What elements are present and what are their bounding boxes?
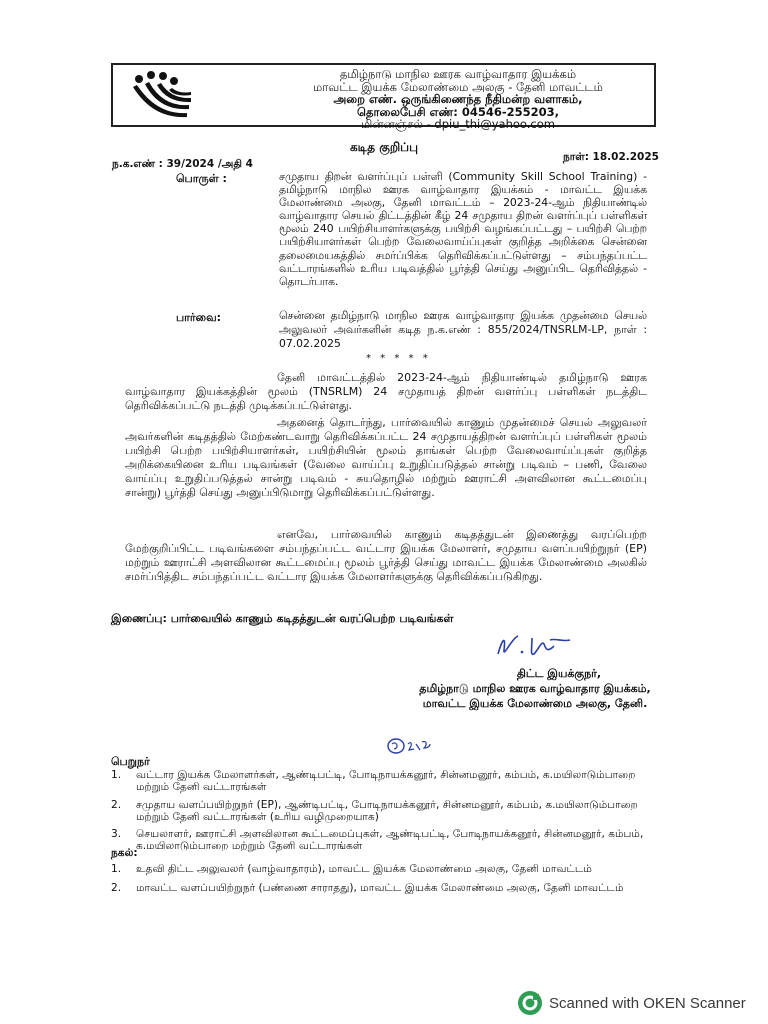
letterhead-line-2: மாவட்ட இயக்க மேலாண்மை அலகு - தேனி மாவட்டம் xyxy=(313,79,603,94)
recipients-list xyxy=(111,769,671,858)
list-item-text: செயலாளர், ஊராட்சி அளவிலான கூட்டமைப்புகள், ஆண்டிபட்டி, போடிநாயக்கனூர், சின்னமனூர், கம்பம், க.மயிலாடும்பாறை மற்றும் தேனி வட்டாரங்கள் xyxy=(136,828,644,853)
letterhead-line-1: தமிழ்நாடு மாநில ஊரக வாழ்வாதார இயக்கம் xyxy=(339,67,577,81)
reference-number: ந.க.எண் : 39/2024 /அதி 4 xyxy=(112,158,253,170)
list-item-text: சமுதாய வளப்பயிற்றுநர் (EP), ஆண்டிபட்டி, போடிநாயக்கனூர், சின்னமனூர், கம்பம், க.மயிலாடும்பாறை மற்றும் தேனி வட்டாரங்கள் (உரிய வழிமுறையாக) xyxy=(136,798,638,823)
oken-scanner-logo-icon xyxy=(517,990,543,1016)
copy-list xyxy=(111,862,671,900)
letterhead-email: மின்னஞ்சல் - dpiu_thi@yahoo.com xyxy=(361,117,555,131)
list-item xyxy=(111,799,671,824)
letterhead-line-3: அறை எண். ஒருங்கிணைந்த நீதிமன்ற வளாகம், xyxy=(333,92,583,106)
list-item xyxy=(111,828,671,853)
paragraph-1: தேனி மாவட்டத்தில் 2023-24-ஆம் நிதியாண்டில் தமிழ்நாடு ஊரக வாழ்வாதார இயக்கத்தின் மூலம் (TNSRLM) 24 சமுதாயத் திறன் வளர்ப்பு பள்ளிகள் நடத்திட தெரிவிக்கப்பட்டு நடத்தி முடிக்கப்பட்டுள்ளது. xyxy=(125,371,647,412)
letterhead xyxy=(111,63,656,131)
copy-heading: நகல்: xyxy=(111,847,138,859)
signatory-office: மாவட்ட இயக்க மேலாண்மை அலகு, தேனி. xyxy=(422,697,648,710)
attachment-note: இணைப்பு: பார்வையில் காணும் கடிதத்துடன் வரப்பெற்ற படிவங்கள் xyxy=(111,612,454,625)
list-item xyxy=(111,769,671,794)
scanner-watermark xyxy=(517,990,746,1016)
recipients-heading: பெறுநர் xyxy=(111,755,150,768)
letter-date: நாள்: 18.02.2025 xyxy=(563,151,659,163)
list-item-text: உதவி திட்ட அலுவலர் (வாழ்வாதாரம்), மாவட்ட இயக்க மேலாண்மை அலகு, தேனி மாவட்டம் xyxy=(136,863,592,875)
list-item-number: 1. xyxy=(111,769,122,781)
list-item-number: 1. xyxy=(111,863,122,875)
signatory-organization: தமிழ்நாடு மாநில ஊரக வாழ்வாதார இயக்கம், xyxy=(419,682,651,695)
list-item-text: வட்டார இயக்க மேலாளர்கள், ஆண்டிபட்டி, போடிநாயக்கனூர், சின்னமனூர், கம்பம், க.மயிலாடும்பாறை மற்றும் தேனி வட்டாரங்கள் xyxy=(136,769,636,794)
list-item-number: 3. xyxy=(111,828,122,841)
signatory-designation: திட்ட இயக்குநர், xyxy=(516,667,602,680)
list-item xyxy=(111,862,671,876)
list-item xyxy=(111,881,671,895)
reference-text: சென்னை தமிழ்நாடு மாநில ஊரக வாழ்வாதார இயக்க முதன்மை செயல் அலுவலர் அவர்களின் கடித ந.க.எண் : 855/2024/TNSRLM-LP, நாள் : 07.02.2025 xyxy=(279,309,647,350)
handwritten-signature xyxy=(492,628,582,664)
scanner-label: Scanned with OKEN Scanner xyxy=(549,994,746,1012)
paragraph-2: அதனைத் தொடர்ந்து, பார்வையில் காணும் முதன்மைச் செயல் அலுவலர் அவர்களின் கடிதத்தில் மேற்கண்டவாறு தெரிவிக்கப்பட்ட 24 சமுதாயத்திறன் வளர்ப்புப் பள்ளிகள் மூலம் பயிற்சி பெற்ற பயிற்சியாளர்கள், பயிற்சியின் மூலம் தாங்கள் பெற்ற வேலைவாய்ப்புகள் குறித்த அறிக்கையினை உரிய படிவங்கள் (வேலை வாய்ப்பு உறுதிப்படுத்தல் சான்று படிவம் – பணி, வேலை வாய்ப்பு உறுதிப்படுத்தல் சான்று படிவம் - சுயதொழில் மற்றும் ஊராட்சி அளவிலான கூட்டமைப்பு சான்று) பூர்த்தி செய்து அனுப்பிடுமாறு தெரிவிக்கப்பட்டுள்ளது. xyxy=(125,416,647,499)
separator-stars: * * * * * xyxy=(366,353,431,364)
list-item-number: 2. xyxy=(111,882,122,894)
document-title: கடித குறிப்பு xyxy=(350,140,418,154)
reference-label: பார்வை: xyxy=(176,311,222,324)
handwritten-initials xyxy=(384,734,434,758)
signatory-block xyxy=(395,666,675,711)
tnsrlm-logo-icon xyxy=(117,67,195,123)
subject-text: சமுதாய திறன் வளர்ப்புப் பள்ளி (Community Skill School Training) - தமிழ்நாடு மாநில ஊரக வாழ்வாதார இயக்கம் - மாவட்ட இயக்க மேலாண்மை அலகு, தேனி மாவட்டம் – 2023-24-ஆம் நிதியாண்டில் வாழ்வாதார செயல் திட்டத்தின் கீழ் 24 சமுதாய திறன் வளர்ப்புப் பள்ளிகள் மூலம் 240 பயிற்சியாளர்களுக்கு பயிற்சி வழங்கப்பட்டது – பயிற்சி பெற்ற பயிற்சியாளர்கள் பெற்ற வேலைவாய்ப்புகள் குறித்த அறிக்கை சென்னை தலைமையகத்தில் சமர்ப்பிக்க தெரிவிக்கப்பட்டுள்ளது – சம்பந்தப்பட்ட வட்டாரங்களில் உரிய படிவத்தில் பூர்த்தி செய்து அனுப்பிட தெரிவித்தல் - தொடர்பாக. xyxy=(279,170,647,288)
list-item-number: 2. xyxy=(111,798,122,811)
letterhead-line-4: தொலைபேசி எண்: 04546-255203, xyxy=(357,104,559,119)
paragraph-3: எனவே, பார்வையில் காணும் கடிதத்துடன் இணைத்து வரப்பெற்ற மேற்குறிப்பிட்ட படிவங்களை சம்பந்தப்பட்ட வட்டார இயக்க மேலாளர், சமுதாய வளப்பயிற்றுநர் (EP) மற்றும் ஊராட்சி அளவிலான கூட்டமைப்பு மூலம் பூர்த்தி செய்து மாவட்ட இயக்க மேலாண்மை அலகில் சமர்ப்பித்திட சம்பந்தப்பட்ட வட்டார இயக்க மேலாளர்களுக்கு தெரிவிக்கப்படுகிறது. xyxy=(125,528,647,583)
subject-label: பொருள் : xyxy=(176,172,227,185)
list-item-text: மாவட்ட வளப்பயிற்றுநர் (பண்ணை சாராதது), மாவட்ட இயக்க மேலாண்மை அலகு, தேனி மாவட்டம் xyxy=(136,882,624,894)
